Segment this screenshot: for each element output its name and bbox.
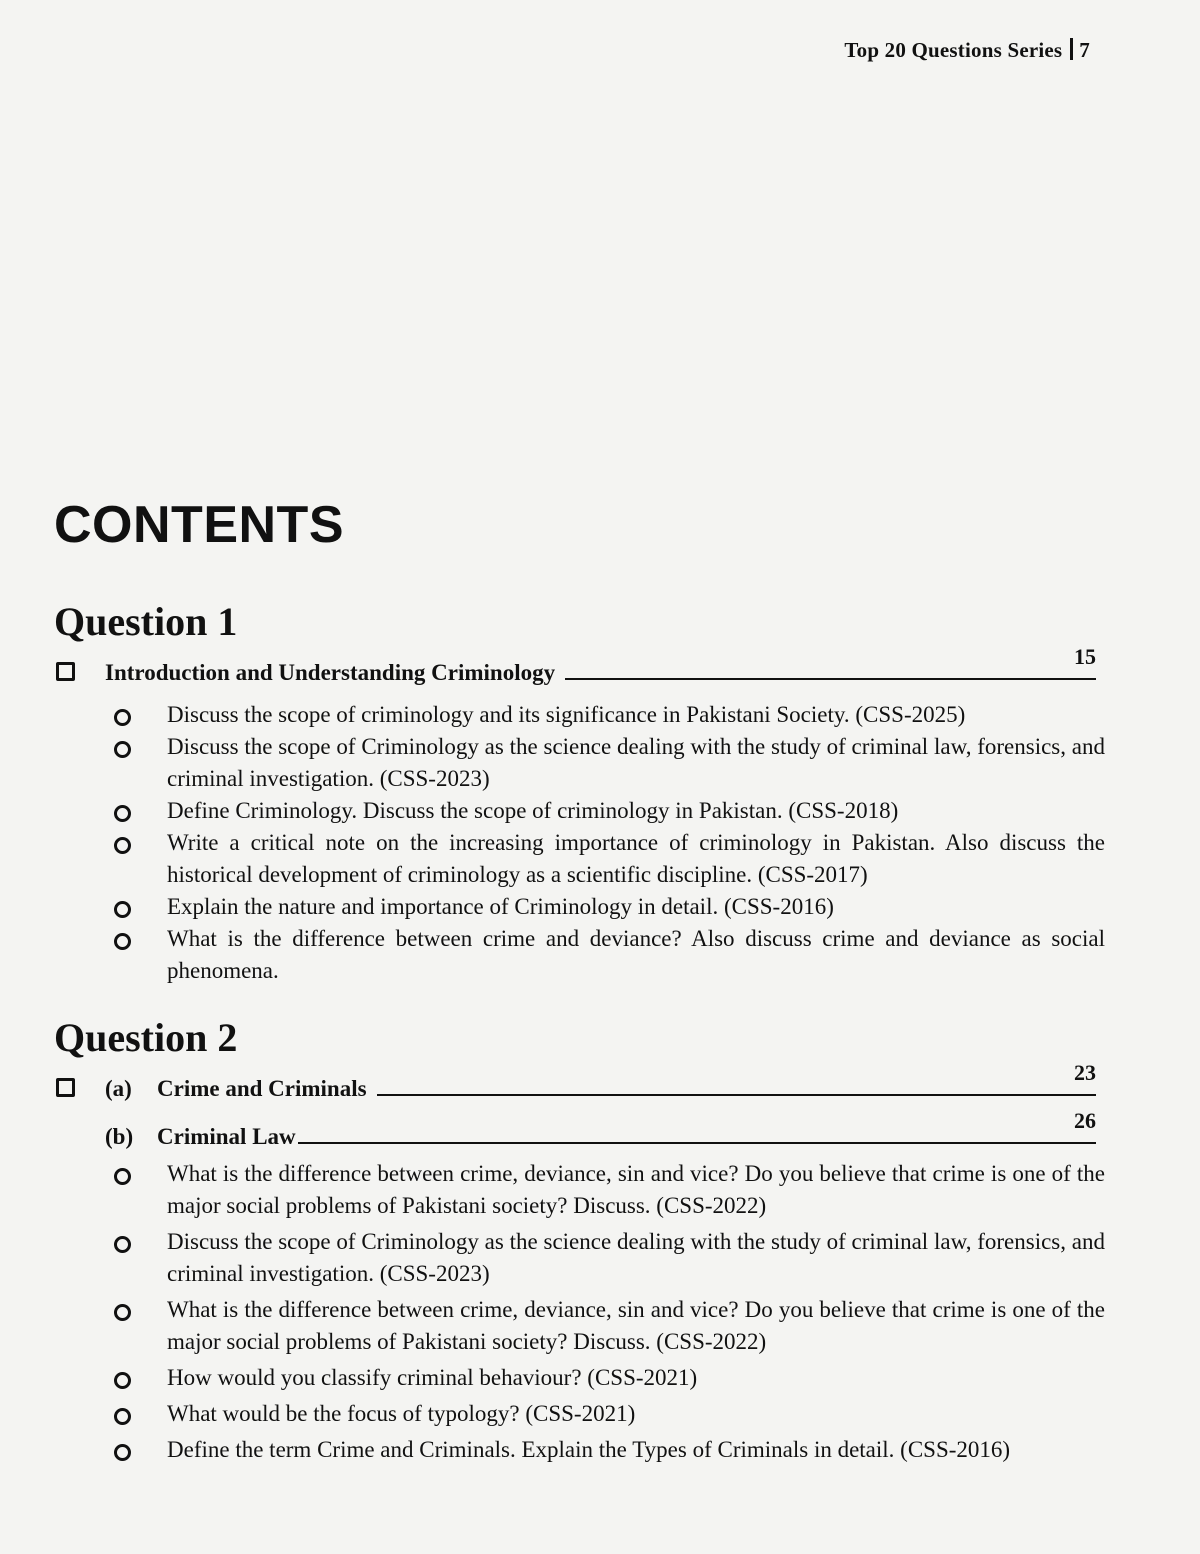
list-item: Discuss the scope of Criminology as the science dealing with the study of criminal law, forensics, and criminal investigation. (CSS-2023) xyxy=(110,1226,1105,1290)
circle-bullet-icon xyxy=(114,805,131,822)
question-heading: Question 2 xyxy=(54,1015,238,1060)
toc-entry-label: (b) xyxy=(105,1124,134,1149)
page-number: 7 xyxy=(1079,38,1090,62)
leader-line xyxy=(298,1108,1096,1144)
list-item: Define Criminology. Discuss the scope of criminology in Pakistan. (CSS-2018) xyxy=(110,795,1105,827)
circle-bullet-icon xyxy=(114,741,131,758)
contents-title: CONTENTS xyxy=(54,496,344,554)
toc-entry-title: Introduction and Understanding Criminology xyxy=(105,660,556,685)
leader-line xyxy=(565,644,1096,680)
circle-bullet-icon xyxy=(114,837,131,854)
toc-entry[interactable] xyxy=(56,1060,1096,1102)
list-item: Explain the nature and importance of Criminology in detail. (CSS-2016) xyxy=(110,891,1105,923)
circle-bullet-icon xyxy=(114,709,131,726)
question-list xyxy=(110,699,1105,987)
checkbox-icon xyxy=(56,1078,75,1097)
toc-entry[interactable] xyxy=(56,1108,1096,1150)
toc-page-number: 23 xyxy=(1074,1060,1096,1085)
circle-bullet-icon xyxy=(114,1444,131,1461)
circle-bullet-icon xyxy=(114,1304,131,1321)
header-divider xyxy=(1070,38,1073,60)
list-item: What is the difference between crime and deviance? Also discuss crime and deviance as social phenomena. xyxy=(110,923,1105,987)
toc-entry-title: Crime and Criminals xyxy=(157,1076,367,1101)
checkbox-icon xyxy=(56,662,75,681)
list-item: Discuss the scope of Criminology as the science dealing with the study of criminal law, forensics, and criminal investigation. (CSS-2023) xyxy=(110,731,1105,795)
question-list xyxy=(110,1158,1105,1466)
series-title: Top 20 Questions Series xyxy=(844,38,1063,62)
toc-entry-title: Criminal Law xyxy=(157,1124,296,1149)
circle-bullet-icon xyxy=(114,1168,131,1185)
circle-bullet-icon xyxy=(114,1408,131,1425)
toc-page-number: 26 xyxy=(1074,1108,1096,1133)
leader-line xyxy=(377,1060,1096,1096)
list-item: What is the difference between crime, deviance, sin and vice? Do you believe that crime is one of the major social problems of Pakistani society? Discuss. (CSS-2022) xyxy=(110,1158,1105,1222)
running-header xyxy=(844,38,1090,63)
question-heading: Question 1 xyxy=(54,599,238,644)
circle-bullet-icon xyxy=(114,1372,131,1389)
list-item: How would you classify criminal behaviour? (CSS-2021) xyxy=(110,1362,1105,1394)
toc-entry-label: (a) xyxy=(105,1076,132,1101)
toc-entry[interactable] xyxy=(56,644,1096,686)
toc-page-number: 15 xyxy=(1074,644,1096,669)
circle-bullet-icon xyxy=(114,933,131,950)
list-item: Discuss the scope of criminology and its significance in Pakistani Society. (CSS-2025) xyxy=(110,699,1105,731)
list-item: What is the difference between crime, deviance, sin and vice? Do you believe that crime is one of the major social problems of Pakistani society? Discuss. (CSS-2022) xyxy=(110,1294,1105,1358)
list-item: What would be the focus of typology? (CSS-2021) xyxy=(110,1398,1105,1430)
circle-bullet-icon xyxy=(114,1236,131,1253)
list-item: Write a critical note on the increasing importance of criminology in Pakistan. Also discuss the historical development of criminology as a scientific discipline. (CSS-2017) xyxy=(110,827,1105,891)
list-item: Define the term Crime and Criminals. Explain the Types of Criminals in detail. (CSS-2016) xyxy=(110,1434,1105,1466)
circle-bullet-icon xyxy=(114,901,131,918)
